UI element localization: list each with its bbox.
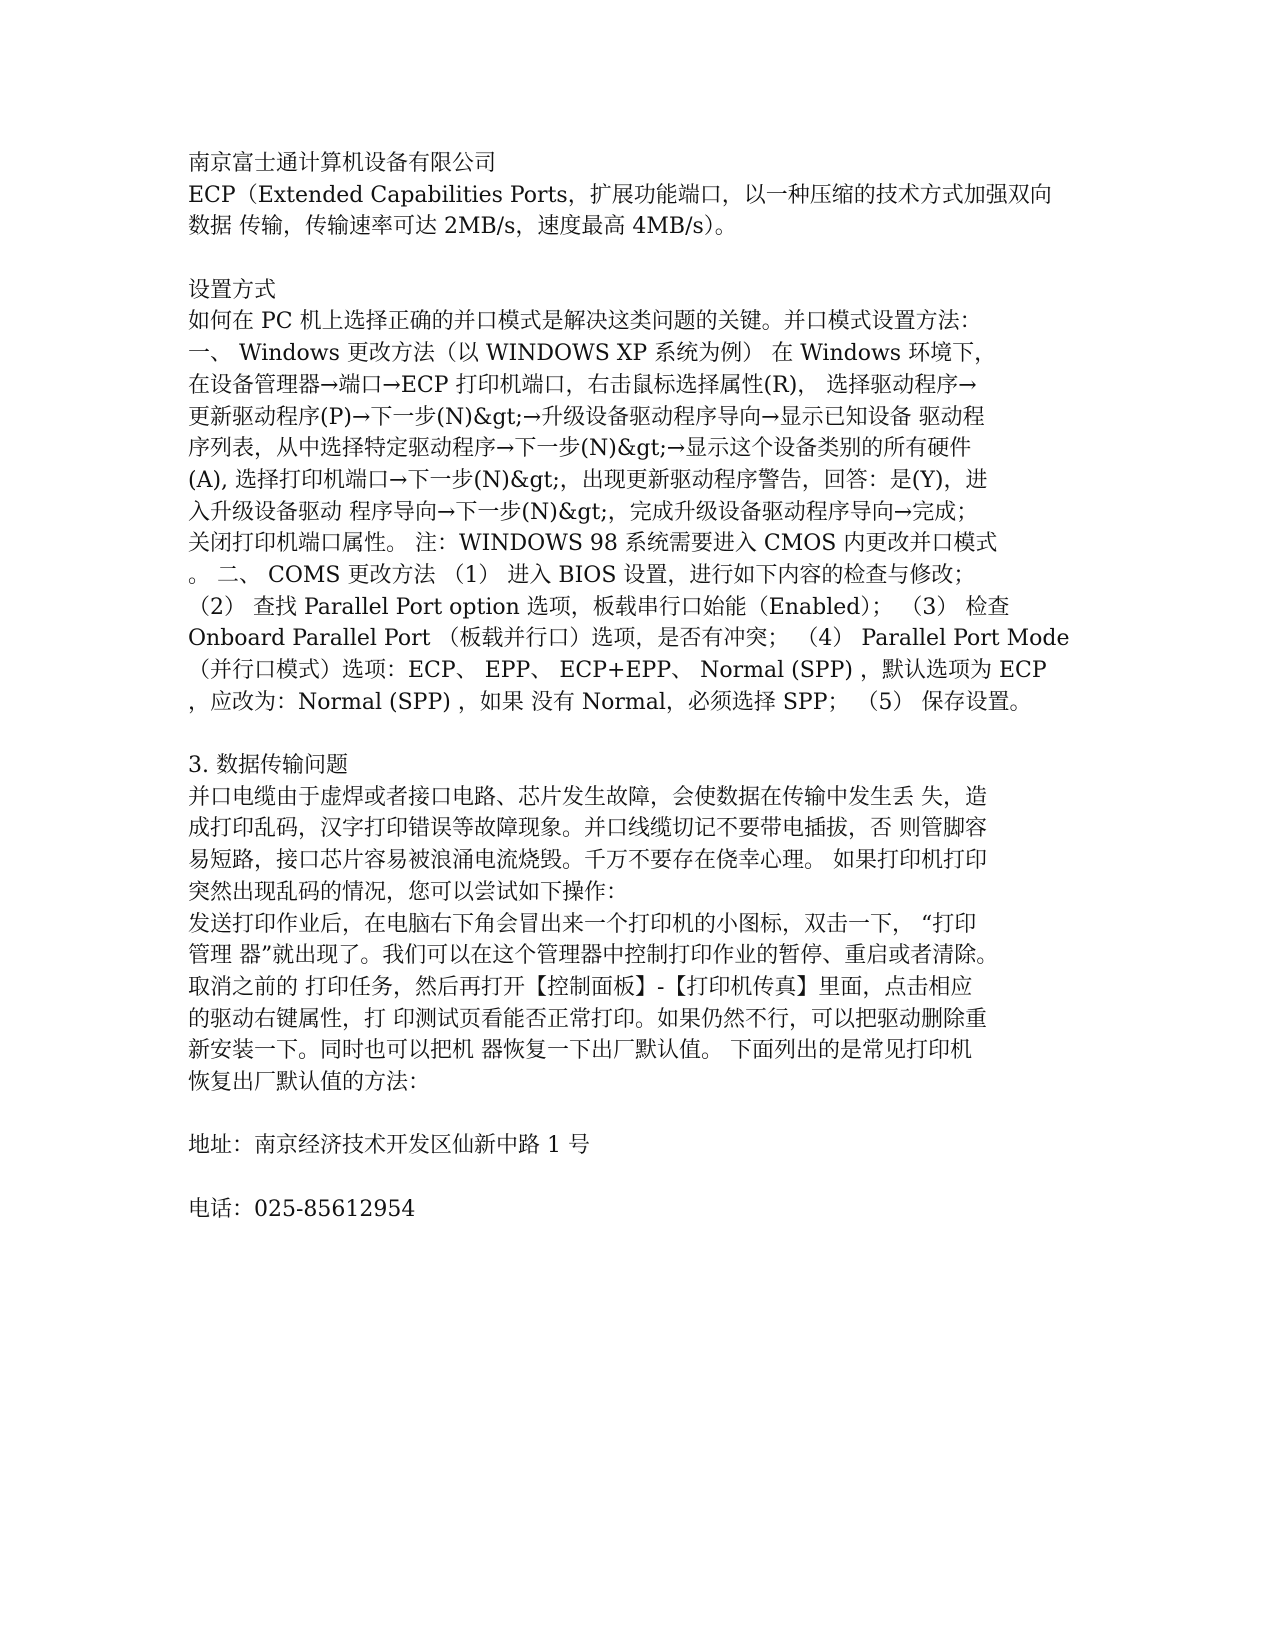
data-transfer-line: 成打印乱码，汉字打印错误等故障现象。并口线缆切记不要带电插拔，否 则管脚容 [188, 816, 987, 842]
setup-line: 关闭打印机端口属性。 注：WINDOWS 98 系统需要进入 CMOS 内更改并口模式 [188, 531, 998, 557]
paragraph-gap [188, 1099, 1108, 1131]
data-transfer-line: 突然出现乱码的情况，您可以尝试如下操作： [188, 879, 629, 905]
setup-line: 如何在 PC 机上选择正确的并口模式是解决这类问题的关键。并口模式设置方法： [188, 309, 982, 335]
data-transfer-line: 并口电缆由于虚焊或者接口电路、芯片发生故障，会使数据在传输中发生丢 失，造 [188, 784, 987, 810]
setup-line: 更新驱动程序(P)→下一步(N)&gt;→升级设备驱动程序导向→显示已知设备 驱动程 [188, 404, 985, 430]
data-transfer-line: 恢复出厂默认值的方法： [188, 1069, 431, 1095]
document-body [188, 148, 1108, 1225]
data-transfer-line: 新安装一下。同时也可以把机 器恢复一下出厂默认值。 下面列出的是常见打印机 [188, 1038, 972, 1064]
setup-paragraph [188, 306, 1108, 718]
setup-line: （并行口模式）选项：ECP、 EPP、 ECP+EPP、 Normal (SPP) ，默认选项为 ECP [188, 658, 1047, 683]
data-transfer-paragraph [188, 782, 1108, 1099]
data-transfer-line: 管理 器”就出现了。我们可以在这个管理器中控制打印作业的暂停、重启或者清除。 [188, 943, 999, 969]
intro-line: ECP（Extended Capabilities Ports，扩展功能端口，以一种压缩的技术方式加强双向 [188, 182, 1052, 208]
data-transfer-line: 易短路，接口芯片容易被浪涌电流烧毁。千万不要存在侥幸心理。 如果打印机打印 [188, 848, 987, 874]
intro-line: 数据 传输，传输速率可达 2MB/s，速度最高 4MB/s）。 [188, 214, 737, 240]
setup-line: （2） 查找 Parallel Port option 选项，板载串行口始能（Enabled）； （3） 检查 [188, 594, 1010, 620]
data-transfer-line: 取消之前的 打印任务，然后再打开【控制面板】-【打印机传真】里面，点击相应 [188, 974, 973, 1000]
setup-line: ，应改为：Normal (SPP) ，如果 没有 Normal，必须选择 SPP； （5） 保存设置。 [188, 689, 1032, 715]
paragraph-gap [188, 1162, 1108, 1194]
company-phone: 电话：025-85612954 [188, 1196, 416, 1222]
intro-paragraph [188, 180, 1108, 243]
section-title-setup: 设置方式 [188, 277, 277, 303]
company-name: 南京富士通计算机设备有限公司 [188, 151, 497, 176]
setup-line: 。 二、 COMS 更改方法 （1） 进入 BIOS 设置，进行如下内容的检查与修改； [188, 562, 976, 588]
setup-line: 入升级设备驱动 程序导向→下一步(N)&gt;，完成升级设备驱动程序导向→完成； [188, 499, 979, 525]
section-title-data-transfer: 3. 数据传输问题 [188, 753, 348, 779]
setup-line: Onboard Parallel Port （板载并行口）选项，是否有冲突； （4） Parallel Port Mode [188, 626, 1070, 652]
data-transfer-line: 发送打印作业后，在电脑右下角会冒出来一个打印机的小图标，双击一下， “打印 [188, 911, 977, 937]
paragraph-gap [188, 243, 1108, 275]
setup-line: 在设备管理器→端口→ECP 打印机端口，右击鼠标选择属性(R)， 选择驱动程序→ [188, 372, 977, 398]
setup-line: 序列表，从中选择特定驱动程序→下一步(N)&gt;→显示这个设备类别的所有硬件 [188, 436, 972, 462]
data-transfer-line: 的驱动右键属性，打 印测试页看能否正常打印。如果仍然不行，可以把驱动删除重 [188, 1006, 987, 1032]
setup-line: 一、 Windows 更改方法（以 WINDOWS XP 系统为例） 在 Windows 环境下， [188, 341, 997, 367]
paragraph-gap [188, 718, 1108, 750]
setup-line: (A), 选择打印机端口→下一步(N)&gt;，出现更新驱动程序警告，回答：是(Y)，进 [188, 467, 988, 493]
company-address: 地址：南京经济技术开发区仙新中路 1 号 [188, 1133, 590, 1159]
